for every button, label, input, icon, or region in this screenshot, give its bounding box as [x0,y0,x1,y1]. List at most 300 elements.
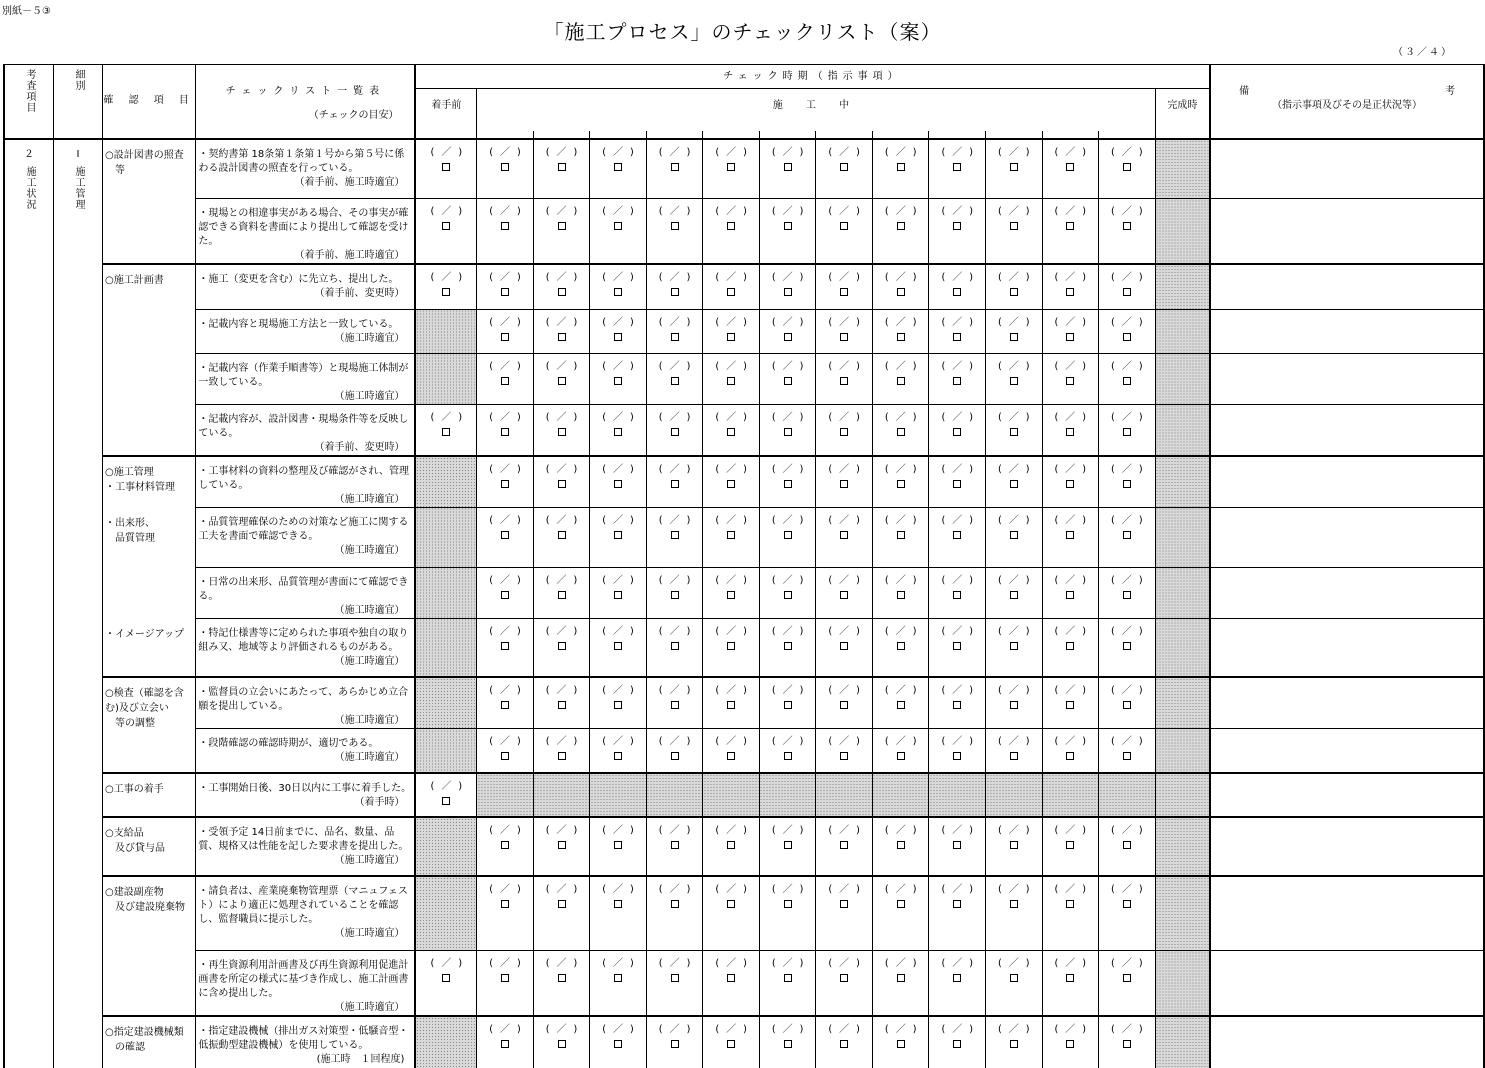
checkbox-icon[interactable] [897,642,905,650]
checkbox-icon[interactable] [897,480,905,488]
checkbox-icon[interactable] [671,974,679,982]
check-slot[interactable] [986,309,1043,353]
check-slot[interactable] [759,817,816,876]
checkbox-icon[interactable] [1010,900,1018,908]
checkbox-icon[interactable] [501,591,509,599]
checkbox-icon[interactable] [840,428,848,436]
checkbox-icon[interactable] [1123,377,1131,385]
checkbox-icon[interactable] [784,642,792,650]
check-slot[interactable] [590,199,647,265]
check-slot[interactable] [646,951,703,1017]
check-slot[interactable] [872,199,929,265]
check-slot[interactable] [646,404,703,456]
checkbox-icon[interactable] [1066,591,1074,599]
check-slot[interactable] [929,139,986,199]
check-slot[interactable] [477,353,534,404]
check-slot[interactable] [816,876,873,951]
check-slot[interactable] [1042,1016,1099,1068]
remarks-cell[interactable] [1210,1016,1484,1068]
check-slot[interactable] [477,618,534,677]
check-slot[interactable] [1042,729,1099,773]
checkbox-icon[interactable] [840,480,848,488]
remarks-cell[interactable] [1210,309,1484,353]
check-slot[interactable] [986,618,1043,677]
check-slot[interactable] [929,729,986,773]
checkbox-icon[interactable] [1010,642,1018,650]
checkbox-icon[interactable] [614,377,622,385]
check-slot[interactable] [986,507,1043,567]
check-slot[interactable] [872,876,929,951]
checkbox-icon[interactable] [614,900,622,908]
checkbox-icon[interactable] [727,701,735,709]
remarks-cell[interactable] [1210,264,1484,309]
check-slot[interactable] [816,456,873,508]
check-slot[interactable] [929,353,986,404]
checkbox-icon[interactable] [727,752,735,760]
check-slot[interactable] [590,618,647,677]
checkbox-icon[interactable] [1123,163,1131,171]
checkbox-icon[interactable] [614,531,622,539]
check-slot[interactable] [646,353,703,404]
check-slot[interactable] [986,876,1043,951]
check-slot[interactable] [646,507,703,567]
checkbox-icon[interactable] [558,288,566,296]
check-slot[interactable] [477,817,534,876]
checkbox-icon[interactable] [558,841,566,849]
checkbox-icon[interactable] [1010,288,1018,296]
check-slot[interactable] [533,677,590,729]
checkbox-icon[interactable] [501,480,509,488]
check-slot[interactable] [477,567,534,618]
checkbox-icon[interactable] [1066,642,1074,650]
check-slot[interactable] [477,309,534,353]
check-slot[interactable] [533,507,590,567]
check-slot[interactable] [703,876,760,951]
checkbox-icon[interactable] [501,841,509,849]
remarks-cell[interactable] [1210,353,1484,404]
check-slot[interactable] [929,264,986,309]
checkbox-icon[interactable] [897,752,905,760]
checkbox-icon[interactable] [614,163,622,171]
check-slot[interactable] [986,677,1043,729]
check-slot[interactable] [590,876,647,951]
checkbox-icon[interactable] [558,701,566,709]
checkbox-icon[interactable] [784,900,792,908]
remarks-cell[interactable] [1210,677,1484,729]
checkbox-icon[interactable] [1123,428,1131,436]
checkbox-icon[interactable] [1066,222,1074,230]
check-slot[interactable] [759,264,816,309]
checkbox-icon[interactable] [671,591,679,599]
checkbox-icon[interactable] [727,288,735,296]
checkbox-icon[interactable] [897,222,905,230]
check-slot[interactable] [590,951,647,1017]
check-slot[interactable] [1042,618,1099,677]
check-slot[interactable] [929,199,986,265]
check-slot[interactable] [646,199,703,265]
check-slot[interactable] [477,507,534,567]
checkbox-icon[interactable] [840,591,848,599]
checkbox-icon[interactable] [442,163,450,171]
checkbox-icon[interactable] [727,591,735,599]
checkbox-icon[interactable] [1066,752,1074,760]
checkbox-icon[interactable] [1123,531,1131,539]
check-slot[interactable] [533,456,590,508]
checkbox-icon[interactable] [501,333,509,341]
check-slot[interactable] [533,199,590,265]
check-slot[interactable] [533,353,590,404]
check-slot[interactable] [759,729,816,773]
check-slot[interactable] [646,729,703,773]
check-slot[interactable] [1099,567,1156,618]
checkbox-icon[interactable] [671,288,679,296]
checkbox-icon[interactable] [1010,480,1018,488]
checkbox-icon[interactable] [1123,333,1131,341]
checkbox-icon[interactable] [442,222,450,230]
checkbox-icon[interactable] [1123,591,1131,599]
checkbox-icon[interactable] [727,428,735,436]
checkbox-icon[interactable] [614,642,622,650]
check-slot[interactable] [1099,353,1156,404]
checkbox-icon[interactable] [1010,974,1018,982]
check-slot[interactable] [872,456,929,508]
check-slot[interactable] [533,876,590,951]
check-slot[interactable] [533,1016,590,1068]
checkbox-icon[interactable] [727,163,735,171]
check-slot[interactable] [533,618,590,677]
checkbox-icon[interactable] [1123,288,1131,296]
checkbox-icon[interactable] [840,752,848,760]
checkbox-icon[interactable] [784,288,792,296]
checkbox-icon[interactable] [614,428,622,436]
check-slot[interactable] [646,1016,703,1068]
checkbox-icon[interactable] [1066,701,1074,709]
check-slot[interactable] [872,353,929,404]
check-slot[interactable] [477,456,534,508]
checkbox-icon[interactable] [1066,377,1074,385]
checkbox-icon[interactable] [953,377,961,385]
check-slot[interactable] [703,507,760,567]
checkbox-icon[interactable] [953,222,961,230]
checkbox-icon[interactable] [501,974,509,982]
check-slot[interactable] [646,567,703,618]
checkbox-icon[interactable] [501,642,509,650]
check-slot[interactable] [929,309,986,353]
checkbox-icon[interactable] [558,900,566,908]
check-slot[interactable] [986,1016,1043,1068]
check-slot[interactable] [415,199,476,265]
check-slot[interactable] [646,309,703,353]
check-slot[interactable] [533,264,590,309]
check-slot[interactable] [533,567,590,618]
check-slot[interactable] [1099,507,1156,567]
checkbox-icon[interactable] [671,163,679,171]
checkbox-icon[interactable] [558,531,566,539]
checkbox-icon[interactable] [953,333,961,341]
check-slot[interactable] [872,951,929,1017]
check-slot[interactable] [986,729,1043,773]
checkbox-icon[interactable] [501,900,509,908]
check-slot[interactable] [646,139,703,199]
check-slot[interactable] [816,1016,873,1068]
check-slot[interactable] [759,309,816,353]
checkbox-icon[interactable] [1066,974,1074,982]
checkbox-icon[interactable] [897,531,905,539]
check-slot[interactable] [477,951,534,1017]
check-slot[interactable] [816,677,873,729]
check-slot[interactable] [415,264,476,309]
check-slot[interactable] [703,456,760,508]
checkbox-icon[interactable] [784,591,792,599]
check-slot[interactable] [1099,1016,1156,1068]
check-slot[interactable] [477,139,534,199]
check-slot[interactable] [533,139,590,199]
checkbox-icon[interactable] [671,428,679,436]
checkbox-icon[interactable] [1010,591,1018,599]
check-slot[interactable] [1099,817,1156,876]
checkbox-icon[interactable] [840,974,848,982]
check-slot[interactable] [1042,677,1099,729]
check-slot[interactable] [759,677,816,729]
check-slot[interactable] [1042,951,1099,1017]
check-slot[interactable] [1099,139,1156,199]
check-slot[interactable] [415,404,476,456]
check-slot[interactable] [872,1016,929,1068]
checkbox-icon[interactable] [953,752,961,760]
check-slot[interactable] [872,677,929,729]
checkbox-icon[interactable] [1123,701,1131,709]
check-slot[interactable] [929,618,986,677]
check-slot[interactable] [1099,618,1156,677]
checkbox-icon[interactable] [501,752,509,760]
check-slot[interactable] [872,729,929,773]
check-slot[interactable] [759,876,816,951]
check-slot[interactable] [759,1016,816,1068]
checkbox-icon[interactable] [784,701,792,709]
checkbox-icon[interactable] [501,701,509,709]
check-slot[interactable] [1042,876,1099,951]
check-slot[interactable] [929,677,986,729]
checkbox-icon[interactable] [671,333,679,341]
checkbox-icon[interactable] [442,797,450,805]
check-slot[interactable] [590,817,647,876]
check-slot[interactable] [477,264,534,309]
checkbox-icon[interactable] [897,701,905,709]
check-slot[interactable] [703,817,760,876]
checkbox-icon[interactable] [1123,642,1131,650]
check-slot[interactable] [1099,309,1156,353]
check-slot[interactable] [986,264,1043,309]
checkbox-icon[interactable] [501,288,509,296]
check-slot[interactable] [1099,199,1156,265]
check-slot[interactable] [477,729,534,773]
check-slot[interactable] [703,1016,760,1068]
checkbox-icon[interactable] [897,974,905,982]
remarks-cell[interactable] [1210,729,1484,773]
remarks-cell[interactable] [1210,876,1484,951]
check-slot[interactable] [590,404,647,456]
check-slot[interactable] [816,817,873,876]
checkbox-icon[interactable] [1066,428,1074,436]
check-slot[interactable] [477,876,534,951]
checkbox-icon[interactable] [614,222,622,230]
check-slot[interactable] [703,729,760,773]
check-slot[interactable] [1042,199,1099,265]
check-slot[interactable] [646,677,703,729]
check-slot[interactable] [816,618,873,677]
checkbox-icon[interactable] [1066,288,1074,296]
remarks-cell[interactable] [1210,817,1484,876]
checkbox-icon[interactable] [1066,900,1074,908]
check-slot[interactable] [816,951,873,1017]
check-slot[interactable] [590,729,647,773]
check-slot[interactable] [590,567,647,618]
check-slot[interactable] [477,677,534,729]
check-slot[interactable] [533,817,590,876]
checkbox-icon[interactable] [727,333,735,341]
check-slot[interactable] [646,264,703,309]
checkbox-icon[interactable] [614,288,622,296]
check-slot[interactable] [703,567,760,618]
check-slot[interactable] [816,507,873,567]
check-slot[interactable] [1042,456,1099,508]
check-slot[interactable] [759,456,816,508]
check-slot[interactable] [1042,139,1099,199]
checkbox-icon[interactable] [671,841,679,849]
checkbox-icon[interactable] [671,752,679,760]
checkbox-icon[interactable] [614,333,622,341]
check-slot[interactable] [646,456,703,508]
checkbox-icon[interactable] [953,288,961,296]
checkbox-icon[interactable] [840,900,848,908]
check-slot[interactable] [872,264,929,309]
checkbox-icon[interactable] [1123,752,1131,760]
check-slot[interactable] [816,199,873,265]
check-slot[interactable] [646,618,703,677]
check-slot[interactable] [590,507,647,567]
check-slot[interactable] [533,404,590,456]
checkbox-icon[interactable] [1123,480,1131,488]
check-slot[interactable] [986,139,1043,199]
checkbox-icon[interactable] [1010,841,1018,849]
check-slot[interactable] [872,567,929,618]
checkbox-icon[interactable] [1066,841,1074,849]
check-slot[interactable] [986,456,1043,508]
checkbox-icon[interactable] [1010,701,1018,709]
checkbox-icon[interactable] [784,377,792,385]
remarks-cell[interactable] [1210,567,1484,618]
checkbox-icon[interactable] [727,377,735,385]
checkbox-icon[interactable] [558,480,566,488]
check-slot[interactable] [1042,264,1099,309]
checkbox-icon[interactable] [558,974,566,982]
check-slot[interactable] [1042,817,1099,876]
checkbox-icon[interactable] [897,333,905,341]
check-slot[interactable] [703,309,760,353]
check-slot[interactable] [872,507,929,567]
check-slot[interactable] [816,139,873,199]
checkbox-icon[interactable] [1010,333,1018,341]
checkbox-icon[interactable] [784,480,792,488]
checkbox-icon[interactable] [840,701,848,709]
check-slot[interactable] [703,139,760,199]
check-slot[interactable] [759,353,816,404]
checkbox-icon[interactable] [558,377,566,385]
checkbox-icon[interactable] [840,288,848,296]
check-slot[interactable] [533,951,590,1017]
check-slot[interactable] [703,264,760,309]
checkbox-icon[interactable] [1010,222,1018,230]
check-slot[interactable] [590,309,647,353]
check-slot[interactable] [646,817,703,876]
checkbox-icon[interactable] [953,900,961,908]
check-slot[interactable] [477,1016,534,1068]
checkbox-icon[interactable] [897,288,905,296]
remarks-cell[interactable] [1210,618,1484,677]
checkbox-icon[interactable] [671,531,679,539]
checkbox-icon[interactable] [501,531,509,539]
check-slot[interactable] [986,199,1043,265]
check-slot[interactable] [872,139,929,199]
checkbox-icon[interactable] [614,752,622,760]
checkbox-icon[interactable] [442,288,450,296]
checkbox-icon[interactable] [727,900,735,908]
check-slot[interactable] [759,618,816,677]
checkbox-icon[interactable] [784,163,792,171]
check-slot[interactable] [872,618,929,677]
check-slot[interactable] [477,404,534,456]
check-slot[interactable] [533,729,590,773]
checkbox-icon[interactable] [614,480,622,488]
remarks-cell[interactable] [1210,951,1484,1017]
checkbox-icon[interactable] [727,841,735,849]
check-slot[interactable] [1099,404,1156,456]
check-slot[interactable] [929,507,986,567]
checkbox-icon[interactable] [1123,222,1131,230]
remarks-cell[interactable] [1210,456,1484,508]
check-slot[interactable] [929,404,986,456]
checkbox-icon[interactable] [953,642,961,650]
check-slot[interactable] [1099,876,1156,951]
checkbox-icon[interactable] [840,163,848,171]
check-slot[interactable] [759,951,816,1017]
checkbox-icon[interactable] [614,974,622,982]
checkbox-icon[interactable] [784,974,792,982]
checkbox-icon[interactable] [897,377,905,385]
checkbox-icon[interactable] [727,531,735,539]
checkbox-icon[interactable] [671,701,679,709]
checkbox-icon[interactable] [784,752,792,760]
checkbox-icon[interactable] [671,480,679,488]
check-slot[interactable] [703,618,760,677]
check-slot[interactable] [816,264,873,309]
check-slot[interactable] [1099,677,1156,729]
checkbox-icon[interactable] [897,841,905,849]
checkbox-icon[interactable] [897,163,905,171]
checkbox-icon[interactable] [442,428,450,436]
checkbox-icon[interactable] [784,222,792,230]
checkbox-icon[interactable] [558,428,566,436]
check-slot[interactable] [816,729,873,773]
check-slot[interactable] [759,139,816,199]
checkbox-icon[interactable] [1066,480,1074,488]
check-slot[interactable] [590,456,647,508]
check-slot[interactable] [477,199,534,265]
check-slot[interactable] [590,1016,647,1068]
checkbox-icon[interactable] [1010,752,1018,760]
check-slot[interactable] [415,773,476,817]
checkbox-icon[interactable] [501,222,509,230]
